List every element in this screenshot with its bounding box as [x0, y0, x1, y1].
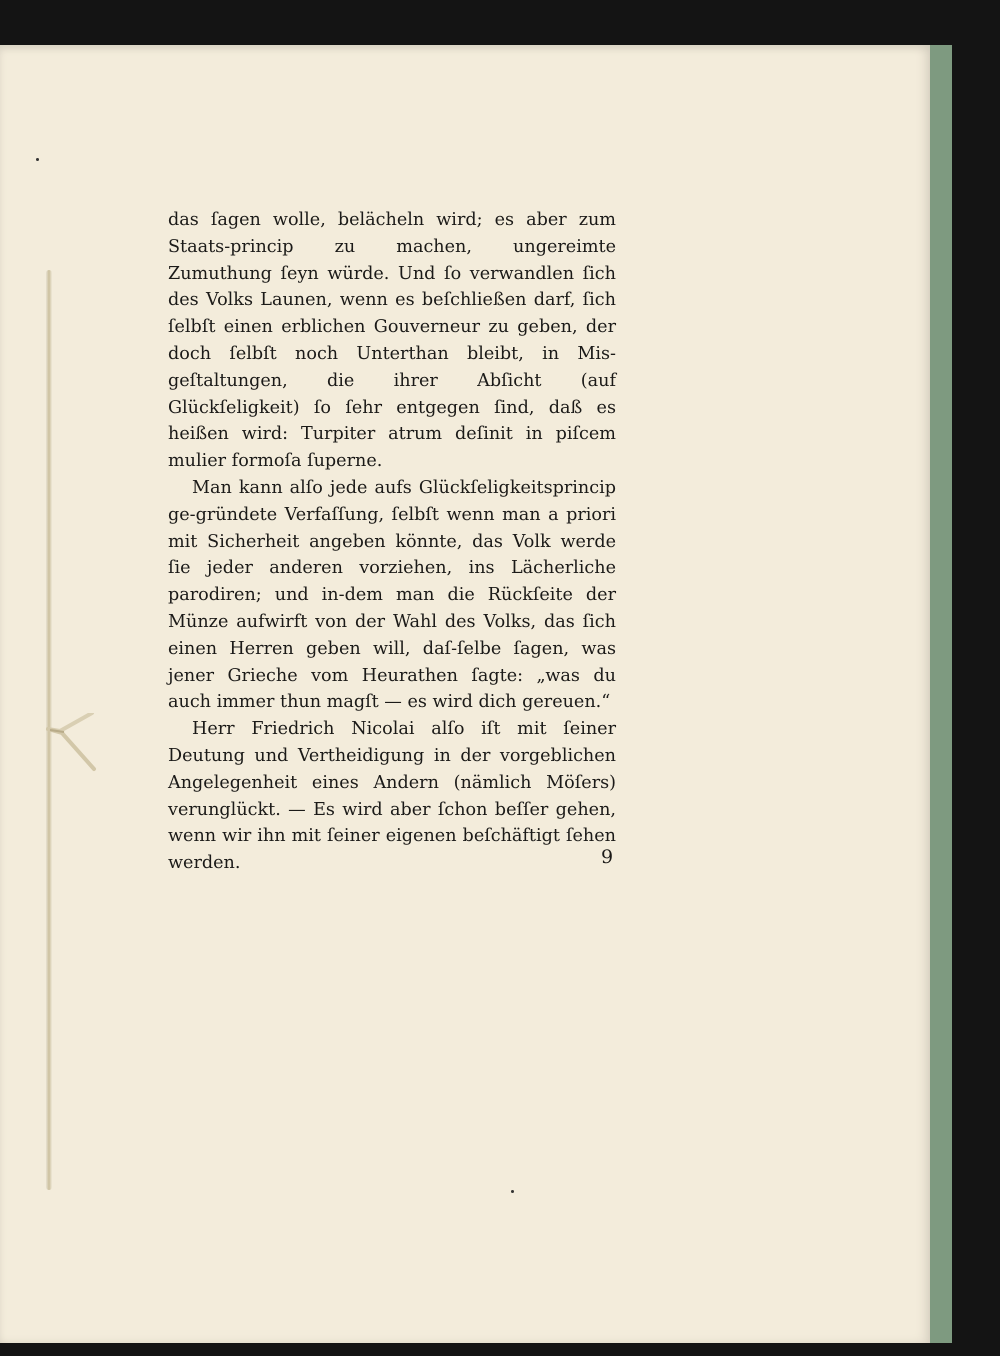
ink-speck	[36, 158, 39, 161]
paragraph: Man kann alſo jede aufs Glückſeligkeitsprincip ge-gründete Verfaſſung, ſelbſt wenn man a priori mit Sicherheit angeben könnte, das Volk werde ſie jeder anderen vorziehen, ins Lächerliche parodiren; und in-dem man die Rückſeite der Münze aufwirft von der Wahl des Volks, das ſich einen Herren geben will, daſ-ſelbe ſagen, was jener Grieche vom Heurathen ſagte: „was du auch immer thun magſt — es wird dich gereuen.“	[168, 477, 616, 713]
ink-speck	[511, 1190, 514, 1193]
body-text	[168, 207, 616, 877]
paragraph: das ſagen wolle, belächeln wird; es aber zum Staats-princip zu machen, ungereimte Zumuthung ſeyn würde. Und ſo verwandlen ſich des Volks Launen, wenn es beſchließen darf, ſich ſelbſt einen erblichen Gouverneur zu geben, der doch ſelbſt noch Unterthan bleibt, in Mis-geſtaltungen, die ihrer Abſicht (auf Glückſeligkeit) ſo ſehr entgegen ſind, daß es heißen wird: Turpiter atrum deſinit in piſcem mulier formoſa ſuperne.	[168, 210, 616, 472]
paragraph: Herr Friedrich Nicolai alſo iſt mit ſeiner Deutung und Vertheidigung in der vorgeblichen Angelegenheit eines Andern (nämlich Möſers) verunglückt. — Es wird aber ſchon beſſer gehen, wenn wir ihn mit ſeiner eigenen beſchäftigt ſehen werden.	[168, 719, 616, 874]
page-number: 9	[601, 846, 614, 868]
binding-knot-icon	[40, 713, 110, 773]
